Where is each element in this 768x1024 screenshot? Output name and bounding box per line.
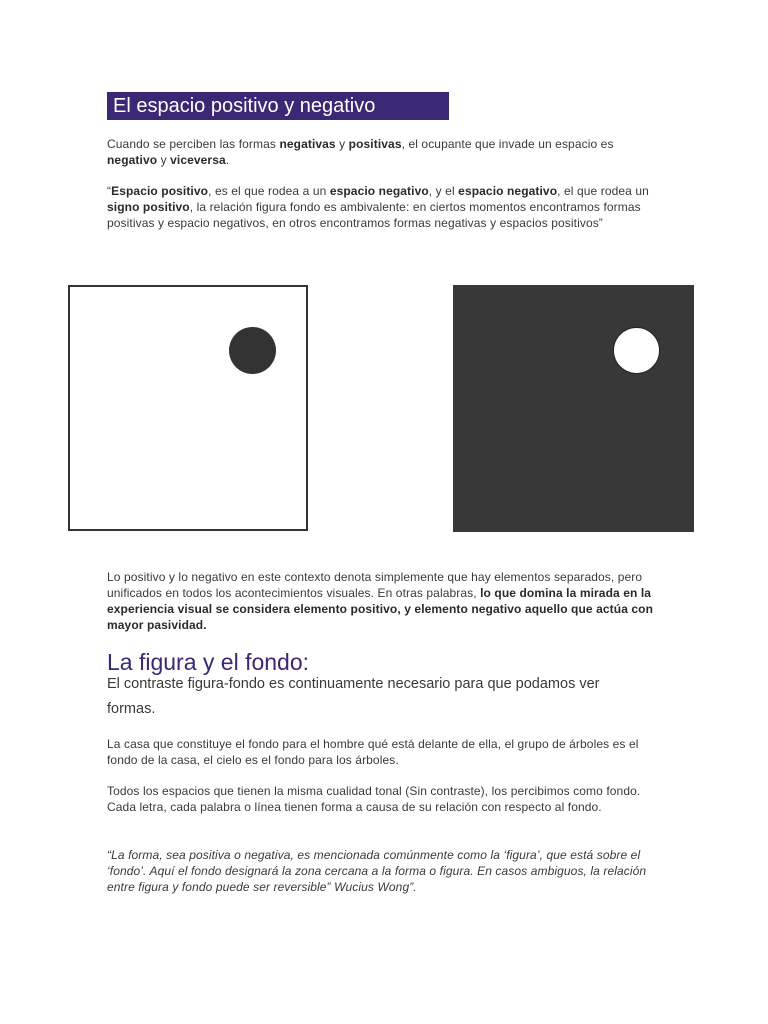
light-circle-figure <box>613 327 660 374</box>
quote-wucius-wong: “La forma, sea positiva o negativa, es mencionada comúnmente como la ‘figura’, que está sobre el ‘fondo’. Aquí el fondo designará la zona cercana a la forma o figura. En casos ambiguos, la relación entre figura y fondo puede ser reversible” Wucius Wong”. <box>107 848 647 894</box>
lead-paragraph-contraste: El contraste figura-fondo es continuamente necesario para que podamos ver formas. <box>107 676 600 717</box>
dark-circle-figure <box>229 327 276 374</box>
paragraph-intro: Cuando se perciben las formas negativas y positivas, el ocupante que invade un espacio es negativo y viceversa. <box>107 137 614 167</box>
positive-figure-square <box>68 285 308 531</box>
section-title-espacio: El espacio positivo y negativo <box>107 92 449 120</box>
section-title-figura-fondo: La figura y el fondo: <box>107 649 310 675</box>
paragraph-casa: La casa que constituye el fondo para el hombre qué está delante de ella, el grupo de árboles es el fondo de la casa, el cielo es el fondo para los árboles. <box>107 737 639 767</box>
paragraph-positivo-negativo: Lo positivo y lo negativo en este contexto denota simplemente que hay elementos separados, pero unificados en todos los acontecimientos visuales. En otras palabras, lo que domina la mirada en la experiencia visual se considera elemento positivo, y elemento negativo aquello que actúa con mayor pasividad. <box>107 570 654 632</box>
paragraph-quote-espacio: “Espacio positivo, es el que rodea a un espacio negativo, y el espacio negativo, el que rodea un signo positivo, la relación figura fondo es ambivalente: en ciertos momentos encontramos formas positivas y espacio negativos, en otros encontramos formas negativas y espacios positivos” <box>107 184 649 230</box>
paragraph-espacios-tonal: Todos los espacios que tienen la misma cualidad tonal (Sin contraste), los percibimos como fondo. Cada letra, cada palabra o línea tienen forma a causa de su relación con respecto al fondo. <box>107 784 641 814</box>
negative-figure-square <box>453 285 694 532</box>
